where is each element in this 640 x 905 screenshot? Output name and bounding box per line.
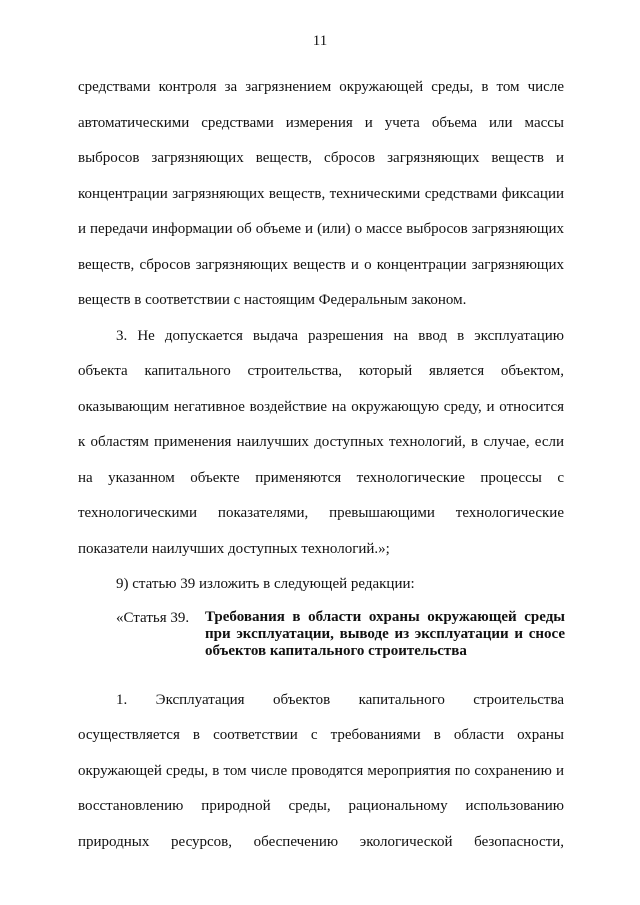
article-title-line: объектов капитального строительства xyxy=(205,642,467,659)
text-line: веществ, сбросов загрязняющих веществ и о концентрации загрязняющих xyxy=(78,256,564,273)
text-line: 9) статью 39 изложить в следующей редакции: xyxy=(116,576,415,592)
text-line: показатели наилучших доступных технологий.»; xyxy=(78,540,390,557)
text-line: автоматическими средствами измерения и учета объема или массы xyxy=(78,114,564,131)
text-line: окружающей среды, в том числе проводятся мероприятия по сохранению и xyxy=(78,762,564,779)
text-line: и передачи информации об объеме и (или) о массе выбросов загрязняющих xyxy=(78,221,564,237)
text-line: осуществляется в соответствии с требованиями в области охраны xyxy=(78,727,564,743)
text-line: к областям применения наилучших доступных технологий, в случае, если xyxy=(78,434,564,450)
text-line: 1. Эксплуатация объектов капитального строительства xyxy=(116,691,564,708)
article-title xyxy=(205,609,565,660)
article-title-line: при эксплуатации, выводе из эксплуатации и сносе xyxy=(205,625,565,642)
document-body xyxy=(78,70,564,860)
text-line: средствами контроля за загрязнением окружающей среды, в том числе xyxy=(78,79,564,95)
text-line: выбросов загрязняющих веществ, сбросов загрязняющих веществ и xyxy=(78,150,564,166)
text-line: объекта капитального строительства, который является объектом, xyxy=(78,363,564,379)
article-heading xyxy=(78,609,564,669)
paragraph-article-39-item-1 xyxy=(78,683,564,861)
paragraph-pollution-control xyxy=(78,70,564,319)
article-title-line: Требования в области охраны окружающей среды xyxy=(205,608,565,625)
text-line: концентрации загрязняющих веществ, техническими средствами фиксации xyxy=(78,185,564,202)
text-line: на указанном объекте применяются технологические процессы с xyxy=(78,469,564,486)
text-line: технологическими показателями, превышающими технологические xyxy=(78,505,564,521)
page-number: 11 xyxy=(312,33,328,49)
text-line: природных ресурсов, обеспечению экологической безопасности, xyxy=(78,833,564,850)
text-line: оказывающим негативное воздействие на окружающую среду, и относится xyxy=(78,398,564,415)
text-line: восстановлению природной среды, рациональному использованию xyxy=(78,798,564,814)
paragraph-item-3 xyxy=(78,319,564,568)
article-number: «Статья 39. xyxy=(116,609,190,626)
paragraph-item-9 xyxy=(78,567,564,603)
text-line: веществ в соответствии с настоящим Федеральным законом. xyxy=(78,292,467,308)
text-line: 3. Не допускается выдача разрешения на ввод в эксплуатацию xyxy=(116,327,564,344)
